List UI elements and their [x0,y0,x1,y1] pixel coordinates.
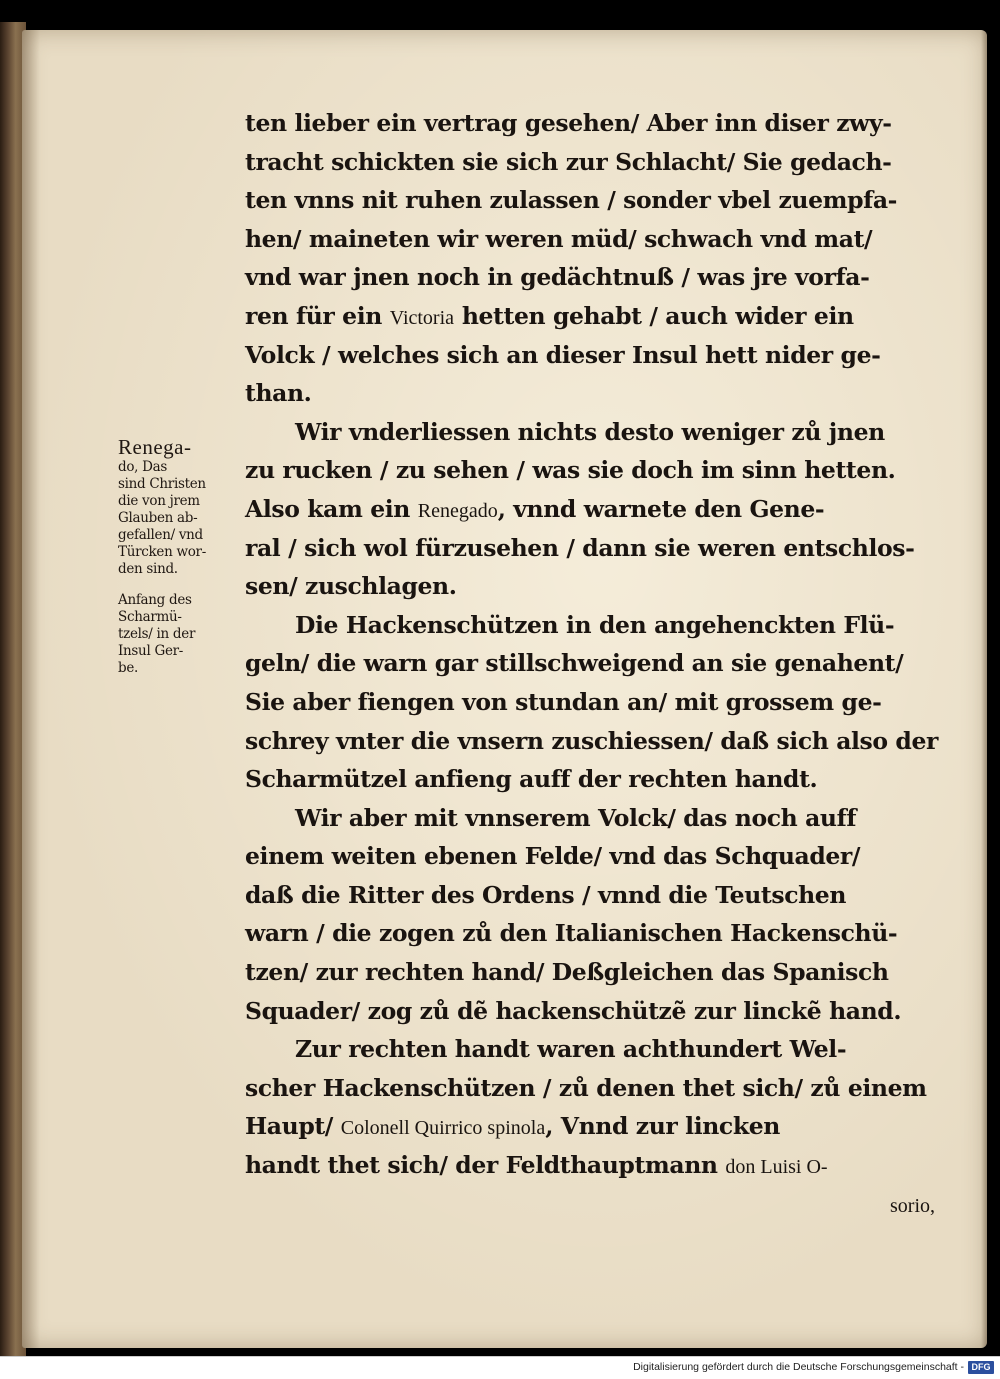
text-segment: einem weiten ebenen Felde/ vnd das Schquader/ [245,842,861,871]
text-line [245,837,945,876]
text-segment: Squader/ zog zů dẽ hackenschützẽ zur linckẽ hand. [245,996,902,1025]
text-line [245,992,945,1031]
text-line [245,451,945,490]
text-line [245,799,945,838]
text-segment: Wir vnderliessen nichts desto weniger zů jnen [295,417,885,446]
text-segment: geln/ die warn gar stillschweigend an sie genahent/ [245,649,904,678]
margin-note-line: do, Das [118,459,168,475]
antiqua-word: sorio, [890,1194,935,1217]
text-segment: ral / sich wol fürzusehen / dann sie weren entschlos- [245,533,915,562]
text-segment: Sie aber fiengen von stundan an/ mit grossem ge- [245,687,882,716]
text-segment: ten lieber ein vertrag gesehen/ Aber inn diser zwy- [245,109,892,137]
text-line [245,1185,945,1224]
margin-notes [118,436,246,691]
text-line [245,1107,945,1146]
margin-note-line: gefallen/ vnd [118,527,203,543]
text-line [245,914,945,953]
text-segment: Also kam ein [245,494,418,523]
text-line [245,297,945,336]
margin-note-line: sind Christen [118,476,206,492]
text-line [245,220,945,259]
text-segment: Zur rechten handt waren achthundert Wel- [295,1035,847,1064]
funding-credit: Digitalisierung gefördert durch die Deutsche Forschungsgemeinschaft - [633,1361,964,1373]
margin-note-line: den sind. [118,561,178,577]
margin-note-line: Insul Ger- [118,643,184,659]
text-line [245,567,945,606]
margin-note [118,592,246,677]
main-text [245,104,945,1223]
antiqua-word: Colonell Quirrico spinola [340,1117,546,1140]
margin-note-head: Renega- [118,435,192,459]
margin-note-line: be. [118,660,139,676]
text-segment: tzen/ zur rechten hand/ Deßgleichen das Spanisch [245,958,889,987]
text-line [245,490,945,529]
text-line [245,953,945,992]
margin-note-line: Anfang des [118,592,192,608]
text-line [245,181,945,220]
margin-note-line: die von jrem [118,493,200,509]
antiqua-word: don Luisi O- [725,1156,828,1179]
text-segment: , Vnnd zur lincken [545,1112,780,1141]
margin-note-line: Glauben ab- [118,510,198,526]
text-segment: schrey vnter die vnsern zuschiessen/ daß sich also der [245,726,938,755]
text-line [245,258,945,297]
margin-note-line: tzels/ in der [118,626,196,642]
text-segment: ten vnns nit ruhen zulassen / sonder vbel zuempfa- [245,186,898,215]
text-segment: scher Hackenschützen / zů denen thet sich/ zů einem [245,1073,927,1102]
text-line [245,374,945,413]
text-segment: than. [245,379,312,408]
text-line [245,683,945,722]
text-segment: zu rucken / zu sehen / was sie doch im sinn hetten. [245,456,896,485]
text-line [245,1146,945,1185]
text-segment: Die Hackenschützen in den angehenckten Flü- [295,610,895,639]
antiqua-word: Renegado [417,499,498,522]
margin-note-line: Türcken wor- [118,544,206,560]
text-segment: Volck / welches sich an dieser Insul hett nider ge- [245,340,881,369]
dfg-logo: DFG [968,1361,994,1374]
text-line [245,413,945,452]
text-line [245,760,945,799]
text-segment: Scharmützel anfieng auff der rechten handt. [245,765,818,794]
antiqua-word: Victoria [389,306,455,329]
text-segment: hetten gehabt / auch wider ein [454,301,854,330]
text-segment: vnd war jnen noch in gedächtnuß / was jre vorfa- [245,263,870,292]
text-segment: daß die Ritter des Ordens / vnnd die Teutschen [245,880,847,909]
text-segment: tracht schickten sie sich zur Schlacht/ Sie gedach- [245,147,892,176]
text-segment: Haupt/ [245,1112,341,1141]
text-line [245,644,945,683]
text-segment: handt thet sich/ der Feldthauptmann [245,1151,726,1180]
page-shadow [981,30,987,1348]
text-line [245,876,945,915]
text-segment: Wir aber mit vnnserem Volck/ das noch auff [295,803,857,832]
text-line [245,722,945,761]
text-line [245,529,945,568]
text-line [245,336,945,375]
text-segment: , vnnd warnete den Gene- [497,494,825,523]
margin-note [118,436,246,578]
text-segment: sen/ zuschlagen. [245,572,457,601]
margin-note-line: Scharmü- [118,609,182,625]
text-segment: ren für ein [245,301,390,330]
text-line [245,1030,945,1069]
text-line [245,143,945,182]
footer-bar [0,1356,1000,1379]
text-line [245,1069,945,1108]
text-line [245,104,945,143]
text-segment: warn / die zogen zů den Italianischen Hackenschü- [245,919,898,948]
text-segment: hen/ maineten wir weren müd/ schwach vnd mat/ [245,224,873,253]
text-line [245,606,945,645]
